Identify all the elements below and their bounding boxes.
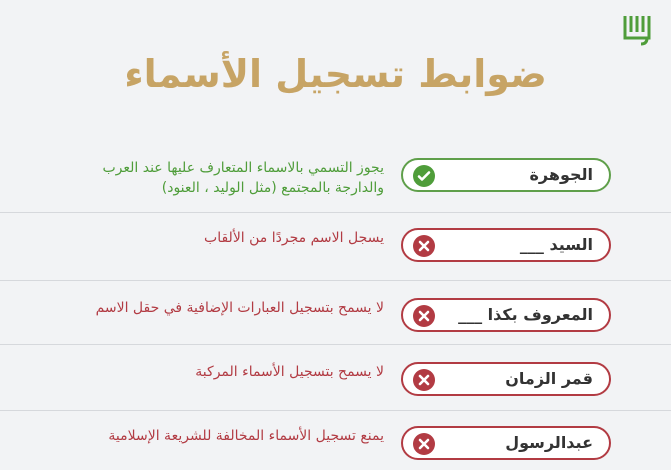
example-name: السيد ___ [519,235,593,254]
divider [0,344,671,345]
example-name-pill [401,298,611,332]
x-circle-icon [413,305,435,327]
rule-row-1 [0,152,671,202]
rule-description: يجوز التسمي بالاسماء المتعارف عليها عند العرب والدارجة بالمجتمع (مثل الوليد ، العنود) [102,160,384,196]
rule-row-2 [0,222,671,272]
absher-logo [617,8,657,48]
rule-description: لا يسمح بتسجيل الأسماء المركبة [195,364,384,380]
divider [0,280,671,281]
rule-row-3 [0,292,671,342]
check-circle-icon [413,165,435,187]
example-name-pill [401,158,611,192]
x-circle-icon [413,235,435,257]
absher-logo-icon [617,8,657,48]
divider [0,410,671,411]
rule-row-4 [0,356,671,406]
x-circle-icon [413,433,435,455]
example-name: عبدالرسول [505,433,593,452]
example-name-pill [401,228,611,262]
page-title: ضوابط تسجيل الأسماء [124,52,547,96]
rule-description: يمنع تسجيل الأسماء المخالفة للشريعة الإسلامية [108,428,384,444]
example-name-pill [401,426,611,460]
rule-row-5 [0,420,671,470]
example-name: المعروف بكذا ___ [458,305,593,324]
rule-description: لا يسمح بتسجيل العبارات الإضافية في حقل الاسم [95,300,384,316]
rule-description: يسجل الاسم مجردًا من الألقاب [204,230,384,246]
example-name-pill [401,362,611,396]
x-circle-icon [413,369,435,391]
example-name: الجوهرة [529,165,593,184]
divider [0,212,671,213]
example-name: قمر الزمان [505,369,593,388]
